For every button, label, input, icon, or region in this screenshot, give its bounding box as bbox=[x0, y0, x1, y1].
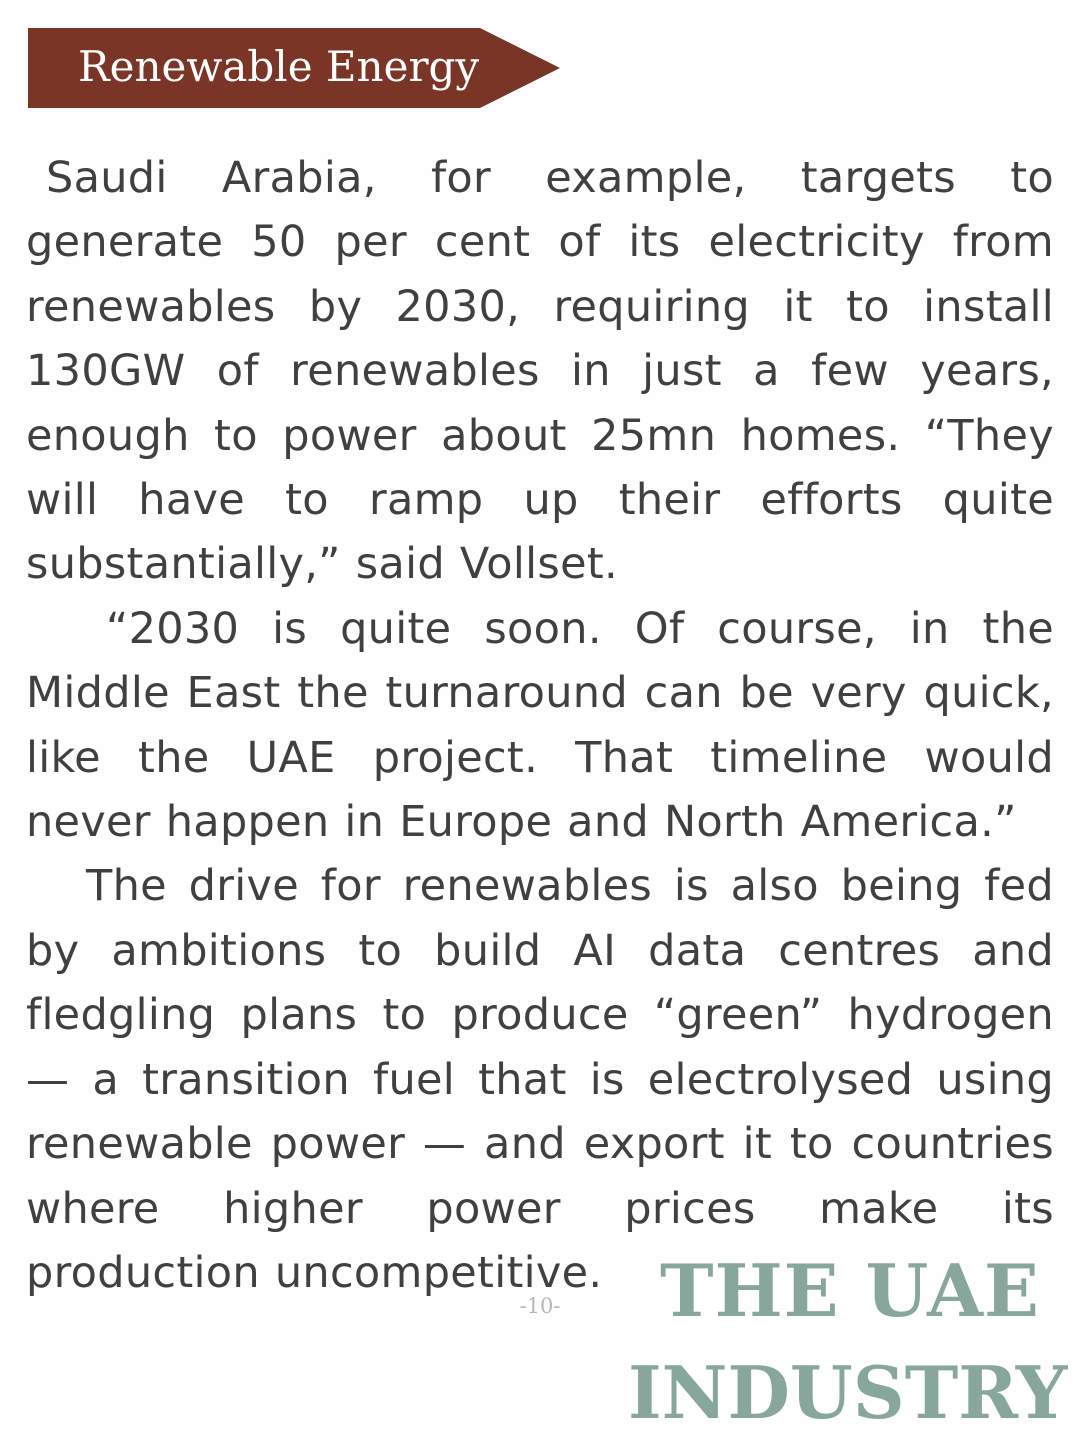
section-banner bbox=[28, 28, 560, 108]
section-title: Renewable Energy bbox=[78, 42, 480, 91]
article-paragraph: “2030 is quite soon. Of course, in the Middle East the turnaround can be very quick, like the UAE project. That timeline would never happen in Europe and North America.” bbox=[26, 603, 1054, 848]
brand-line-2: INDUSTRY bbox=[628, 1350, 1068, 1435]
article-paragraph: Saudi Arabia, for example, targets to generate 50 per cent of its electricity from renewables by 2030, requiring it to install 130GW of renewables in just a few years, enough to power about 25mn homes. “They will have to ramp up their efforts quite substantially,” said Vollset. bbox=[26, 153, 1054, 590]
publication-brand bbox=[600, 1248, 1070, 1438]
brand-line-1: THE UAE bbox=[660, 1248, 1040, 1333]
page-number: -10- bbox=[519, 1294, 561, 1318]
article-paragraph: The drive for renewables is also being fed by ambitions to build AI data centres and fledgling plans to produce “green” hydrogen — a transition fuel that is electrolysed using renewable power — and export it to countries where higher power prices make its production uncompetitive. bbox=[26, 861, 1054, 1298]
article-body bbox=[26, 146, 1054, 1305]
